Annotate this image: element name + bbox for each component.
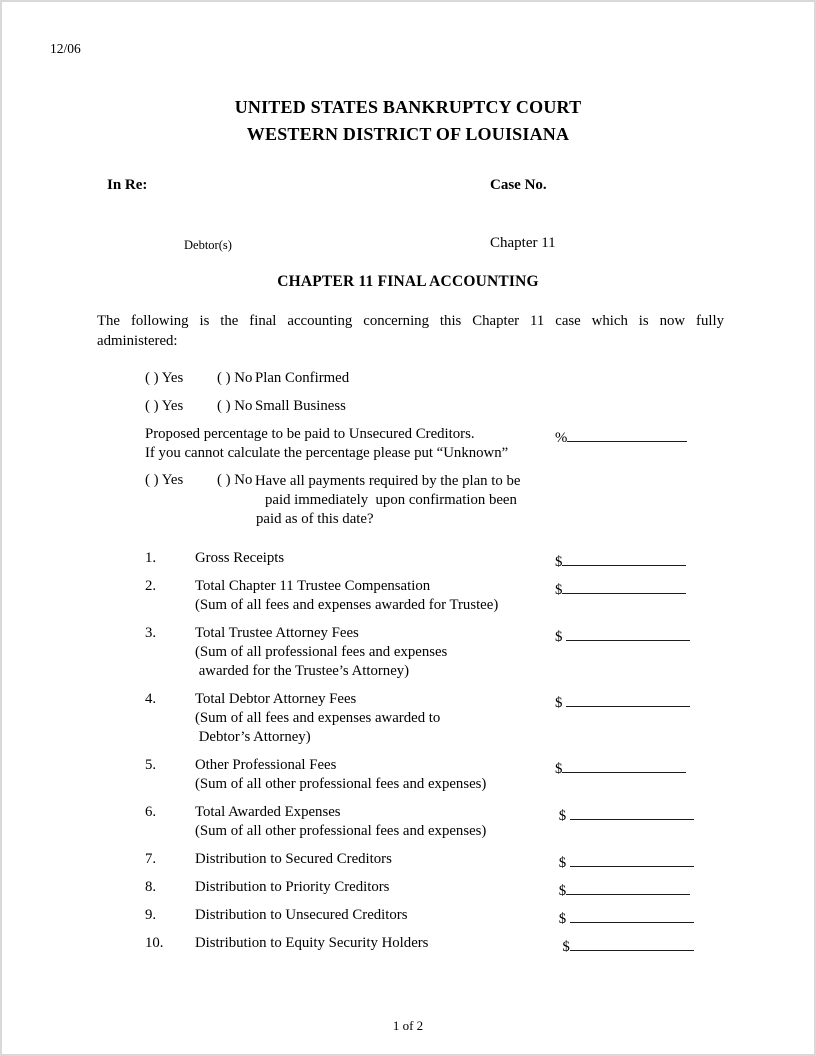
item-sub-label: Debtor’s Attorney) [195,729,311,745]
payments-line-1: Have all payments required by the plan to be [255,473,521,489]
accounting-items [145,549,722,953]
item-number: 5. [145,757,157,773]
amount-field [555,803,694,826]
item-row-8 [145,878,722,897]
dollar-sign: $ [555,855,570,871]
item-label: Distribution to Secured Creditors [195,851,392,867]
dollar-sign: $ [555,883,567,899]
item-label: Total Chapter 11 Trustee Compensation [195,578,431,594]
percentage-line-2: If you cannot calculate the percentage please put “Unknown” [145,445,509,461]
dollar-sign: $ [555,629,567,645]
no-checkbox[interactable]: ( ) No [217,398,253,414]
item-row-6 [145,803,722,841]
intro-line-2: administered: [97,333,178,349]
amount-blank-line[interactable] [570,803,694,820]
item-number: 8. [145,879,157,895]
question-label: Plan Confirmed [255,370,350,386]
amount-field [555,549,686,572]
court-district: WESTERN DISTRICT OF LOUISIANA [246,124,570,144]
item-row-3 [145,624,722,681]
percentage-blank-line[interactable] [567,425,687,442]
amount-field [555,934,694,957]
yes-checkbox[interactable]: ( ) Yes [145,472,184,488]
dollar-sign: $ [555,939,570,955]
dollar-sign: $ [555,695,567,711]
amount-blank-line[interactable] [570,934,694,951]
item-row-1 [145,549,722,568]
amount-field [555,906,694,929]
item-row-10 [145,934,722,953]
item-label: Other Professional Fees [195,757,337,773]
no-checkbox[interactable]: ( ) No [217,472,253,488]
percent-sign: % [555,430,568,446]
amount-field [555,624,690,647]
amount-blank-line[interactable] [566,878,690,895]
payments-line-3: paid as of this date? [256,511,374,527]
item-number: 3. [145,625,157,641]
payments-line-2: paid immediately upon confirmation been [265,492,517,508]
amount-field [555,878,690,901]
item-label: Gross Receipts [195,550,285,566]
item-number: 7. [145,851,157,867]
item-number: 10. [145,935,164,951]
court-header [2,94,814,148]
item-sub-label: awarded for the Trustee’s Attorney) [195,663,410,679]
item-number: 2. [145,578,157,594]
item-sub-label: (Sum of all other professional fees and expenses) [195,823,487,839]
item-label: Distribution to Priority Creditors [195,879,390,895]
payments-question-text [255,472,595,529]
item-row-9 [145,906,722,925]
question-payments [145,472,722,529]
item-number: 4. [145,691,157,707]
form-body [145,369,722,962]
item-row-7 [145,850,722,869]
court-name: UNITED STATES BANKRUPTCY COURT [234,97,582,117]
item-label: Total Debtor Attorney Fees [195,691,357,707]
amount-blank-line[interactable] [570,906,694,923]
yes-checkbox[interactable]: ( ) Yes [145,398,184,414]
intro-line-1: The following is the final accounting concerning this Chapter 11 case which is now fully [97,313,724,329]
question-label: Small Business [255,398,346,414]
amount-blank-line[interactable] [566,624,690,641]
amount-field [555,577,686,600]
question-small-business [145,397,722,416]
dollar-sign: $ [555,554,563,570]
in-re-label: In Re: [107,177,148,193]
page-number: 1 of 2 [392,1018,424,1033]
dollar-sign: $ [555,761,563,777]
amount-blank-line[interactable] [562,756,686,773]
form-revision-date: 12/06 [50,41,81,56]
question-plan-confirmed [145,369,722,388]
item-label: Total Trustee Attorney Fees [195,625,359,641]
dollar-sign: $ [555,808,570,824]
percentage-field [555,425,687,447]
yes-checkbox[interactable]: ( ) Yes [145,370,184,386]
amount-field [555,756,686,779]
item-sub-label: (Sum of all fees and expenses awarded to [195,710,441,726]
amount-field [555,850,694,873]
debtors-label: Debtor(s) [184,238,232,252]
item-number: 1. [145,550,157,566]
intro-paragraph [97,311,724,351]
item-number: 6. [145,804,157,820]
amount-blank-line[interactable] [570,850,694,867]
item-row-4 [145,690,722,747]
case-no-label: Case No. [490,177,547,193]
item-sub-label: (Sum of all professional fees and expenses [195,644,448,660]
chapter-label: Chapter 11 [490,235,556,251]
item-number: 9. [145,907,157,923]
dollar-sign: $ [555,582,563,598]
item-row-5 [145,756,722,794]
amount-blank-line[interactable] [566,690,690,707]
item-label: Total Awarded Expenses [195,804,341,820]
percentage-section [145,425,722,463]
dollar-sign: $ [555,911,570,927]
item-label: Distribution to Equity Security Holders [195,935,429,951]
percentage-line-1: Proposed percentage to be paid to Unsecured Creditors. [145,426,475,442]
form-title: CHAPTER 11 FINAL ACCOUNTING [277,273,539,290]
amount-blank-line[interactable] [562,577,686,594]
item-label: Distribution to Unsecured Creditors [195,907,408,923]
amount-blank-line[interactable] [562,549,686,566]
no-checkbox[interactable]: ( ) No [217,370,253,386]
item-row-2 [145,577,722,615]
item-sub-label: (Sum of all other professional fees and expenses) [195,776,487,792]
item-sub-label: (Sum of all fees and expenses awarded for Trustee) [195,597,499,613]
amount-field [555,690,690,713]
